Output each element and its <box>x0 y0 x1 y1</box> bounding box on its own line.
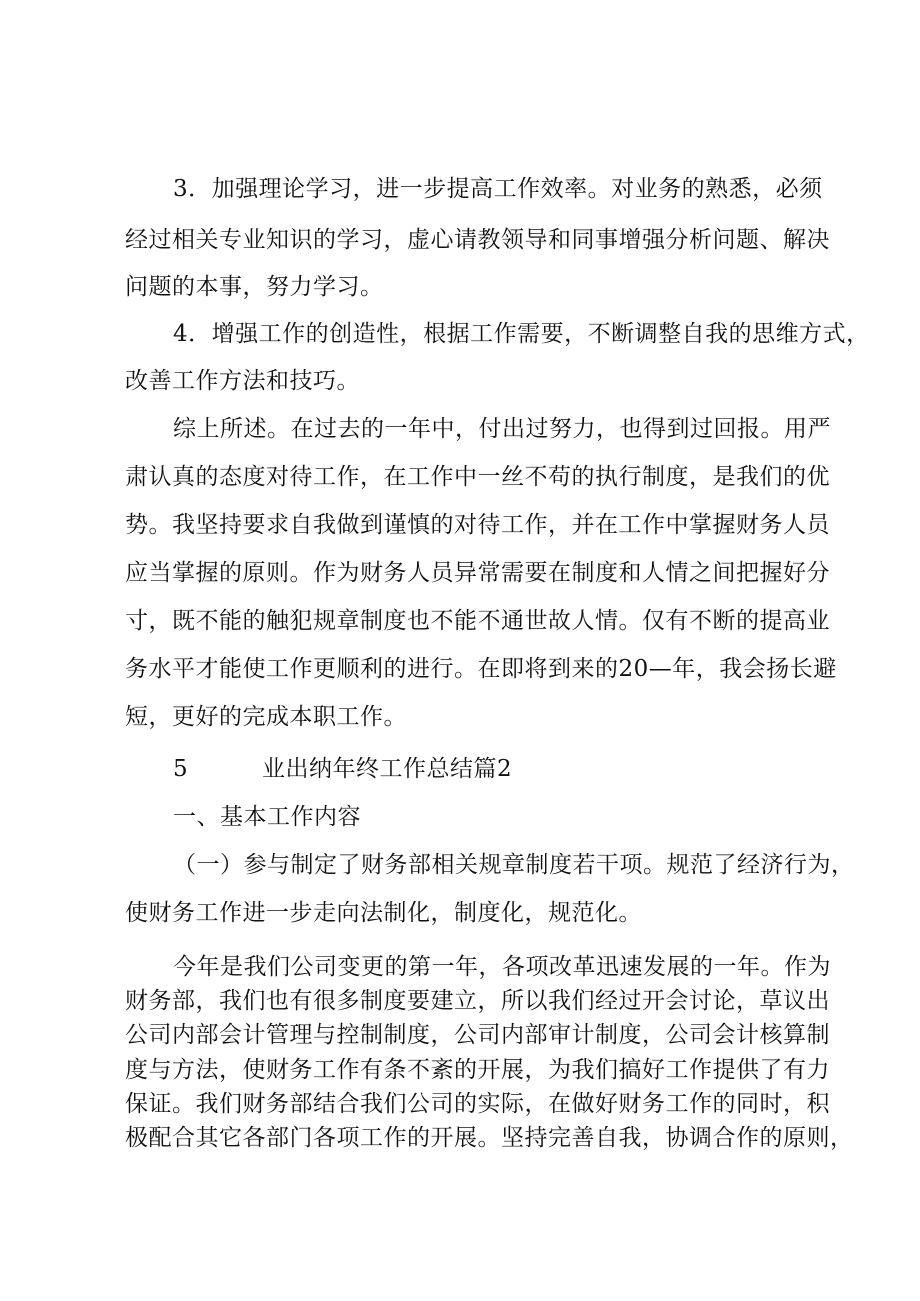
summary-line-4: 应当掌握的原则。作为财务人员异常需要在制度和人情之间把握好分 <box>125 560 830 586</box>
summary-line-7: 短，更好的完成本职工作。 <box>125 704 407 730</box>
item-1-line-1: （一）参与制定了财务部相关规章制度若干项。规范了经济行为， <box>173 852 855 878</box>
body-line-2: 财务部，我们也有很多制度要建立，所以我们经过开会讨论，草议出 <box>125 988 830 1014</box>
section-heading-title: 业出纳年终工作总结篇2 <box>262 756 513 782</box>
item-1-line-2: 使财务工作进一步走向法制化，制度化，规范化。 <box>125 900 642 926</box>
summary-line-5: 寸，既不能的触犯规章制度也不能不通世故人情。仅有不断的提高业 <box>125 608 830 634</box>
paragraph-4-line-2: 改善工作方法和技巧。 <box>125 368 360 394</box>
summary-line-3: 势。我坚持要求自我做到谨慎的对待工作，并在工作中掌握财务人员 <box>125 512 830 538</box>
body-line-6: 极配合其它各部门各项工作的开展。坚持完善自我，协调合作的原则， <box>125 1125 854 1151</box>
body-line-5: 保证。我们财务部结合我们公司的实际，在做好财务工作的同时，积 <box>125 1091 830 1117</box>
summary-line-6: 务水平才能使工作更顺利的进行。在即将到来的20—年，我会扬长避 <box>125 656 837 682</box>
summary-line-2: 肃认真的态度对待工作，在工作中一丝不苟的执行制度，是我们的优 <box>125 464 830 490</box>
body-line-1: 今年是我们公司变更的第一年，各项改革迅速发展的一年。作为 <box>173 954 831 980</box>
paragraph-3-line-3: 问题的本事，努力学习。 <box>125 274 384 300</box>
body-line-3: 公司内部会计管理与控制制度，公司内部审计制度，公司会计核算制 <box>125 1022 830 1048</box>
summary-line-1: 综上所述。在过去的一年中，付出过努力，也得到过回报。用严 <box>173 416 831 442</box>
paragraph-4-line-1: 4．增强工作的创造性，根据工作需要，不断调整自我的思维方式， <box>173 321 870 347</box>
subheading: 一、基本工作内容 <box>173 804 361 830</box>
paragraph-3-line-2: 经过相关专业知识的学习，虚心请教领导和同事增强分析问题、解决 <box>125 227 830 253</box>
paragraph-3-line-1: 3．加强理论学习，进一步提高工作效率。对业务的熟悉，必须 <box>173 176 823 202</box>
section-heading-number: 5 <box>173 756 188 782</box>
body-line-4: 度与方法，使财务工作有条不紊的开展，为我们搞好工作提供了有力 <box>125 1057 830 1083</box>
